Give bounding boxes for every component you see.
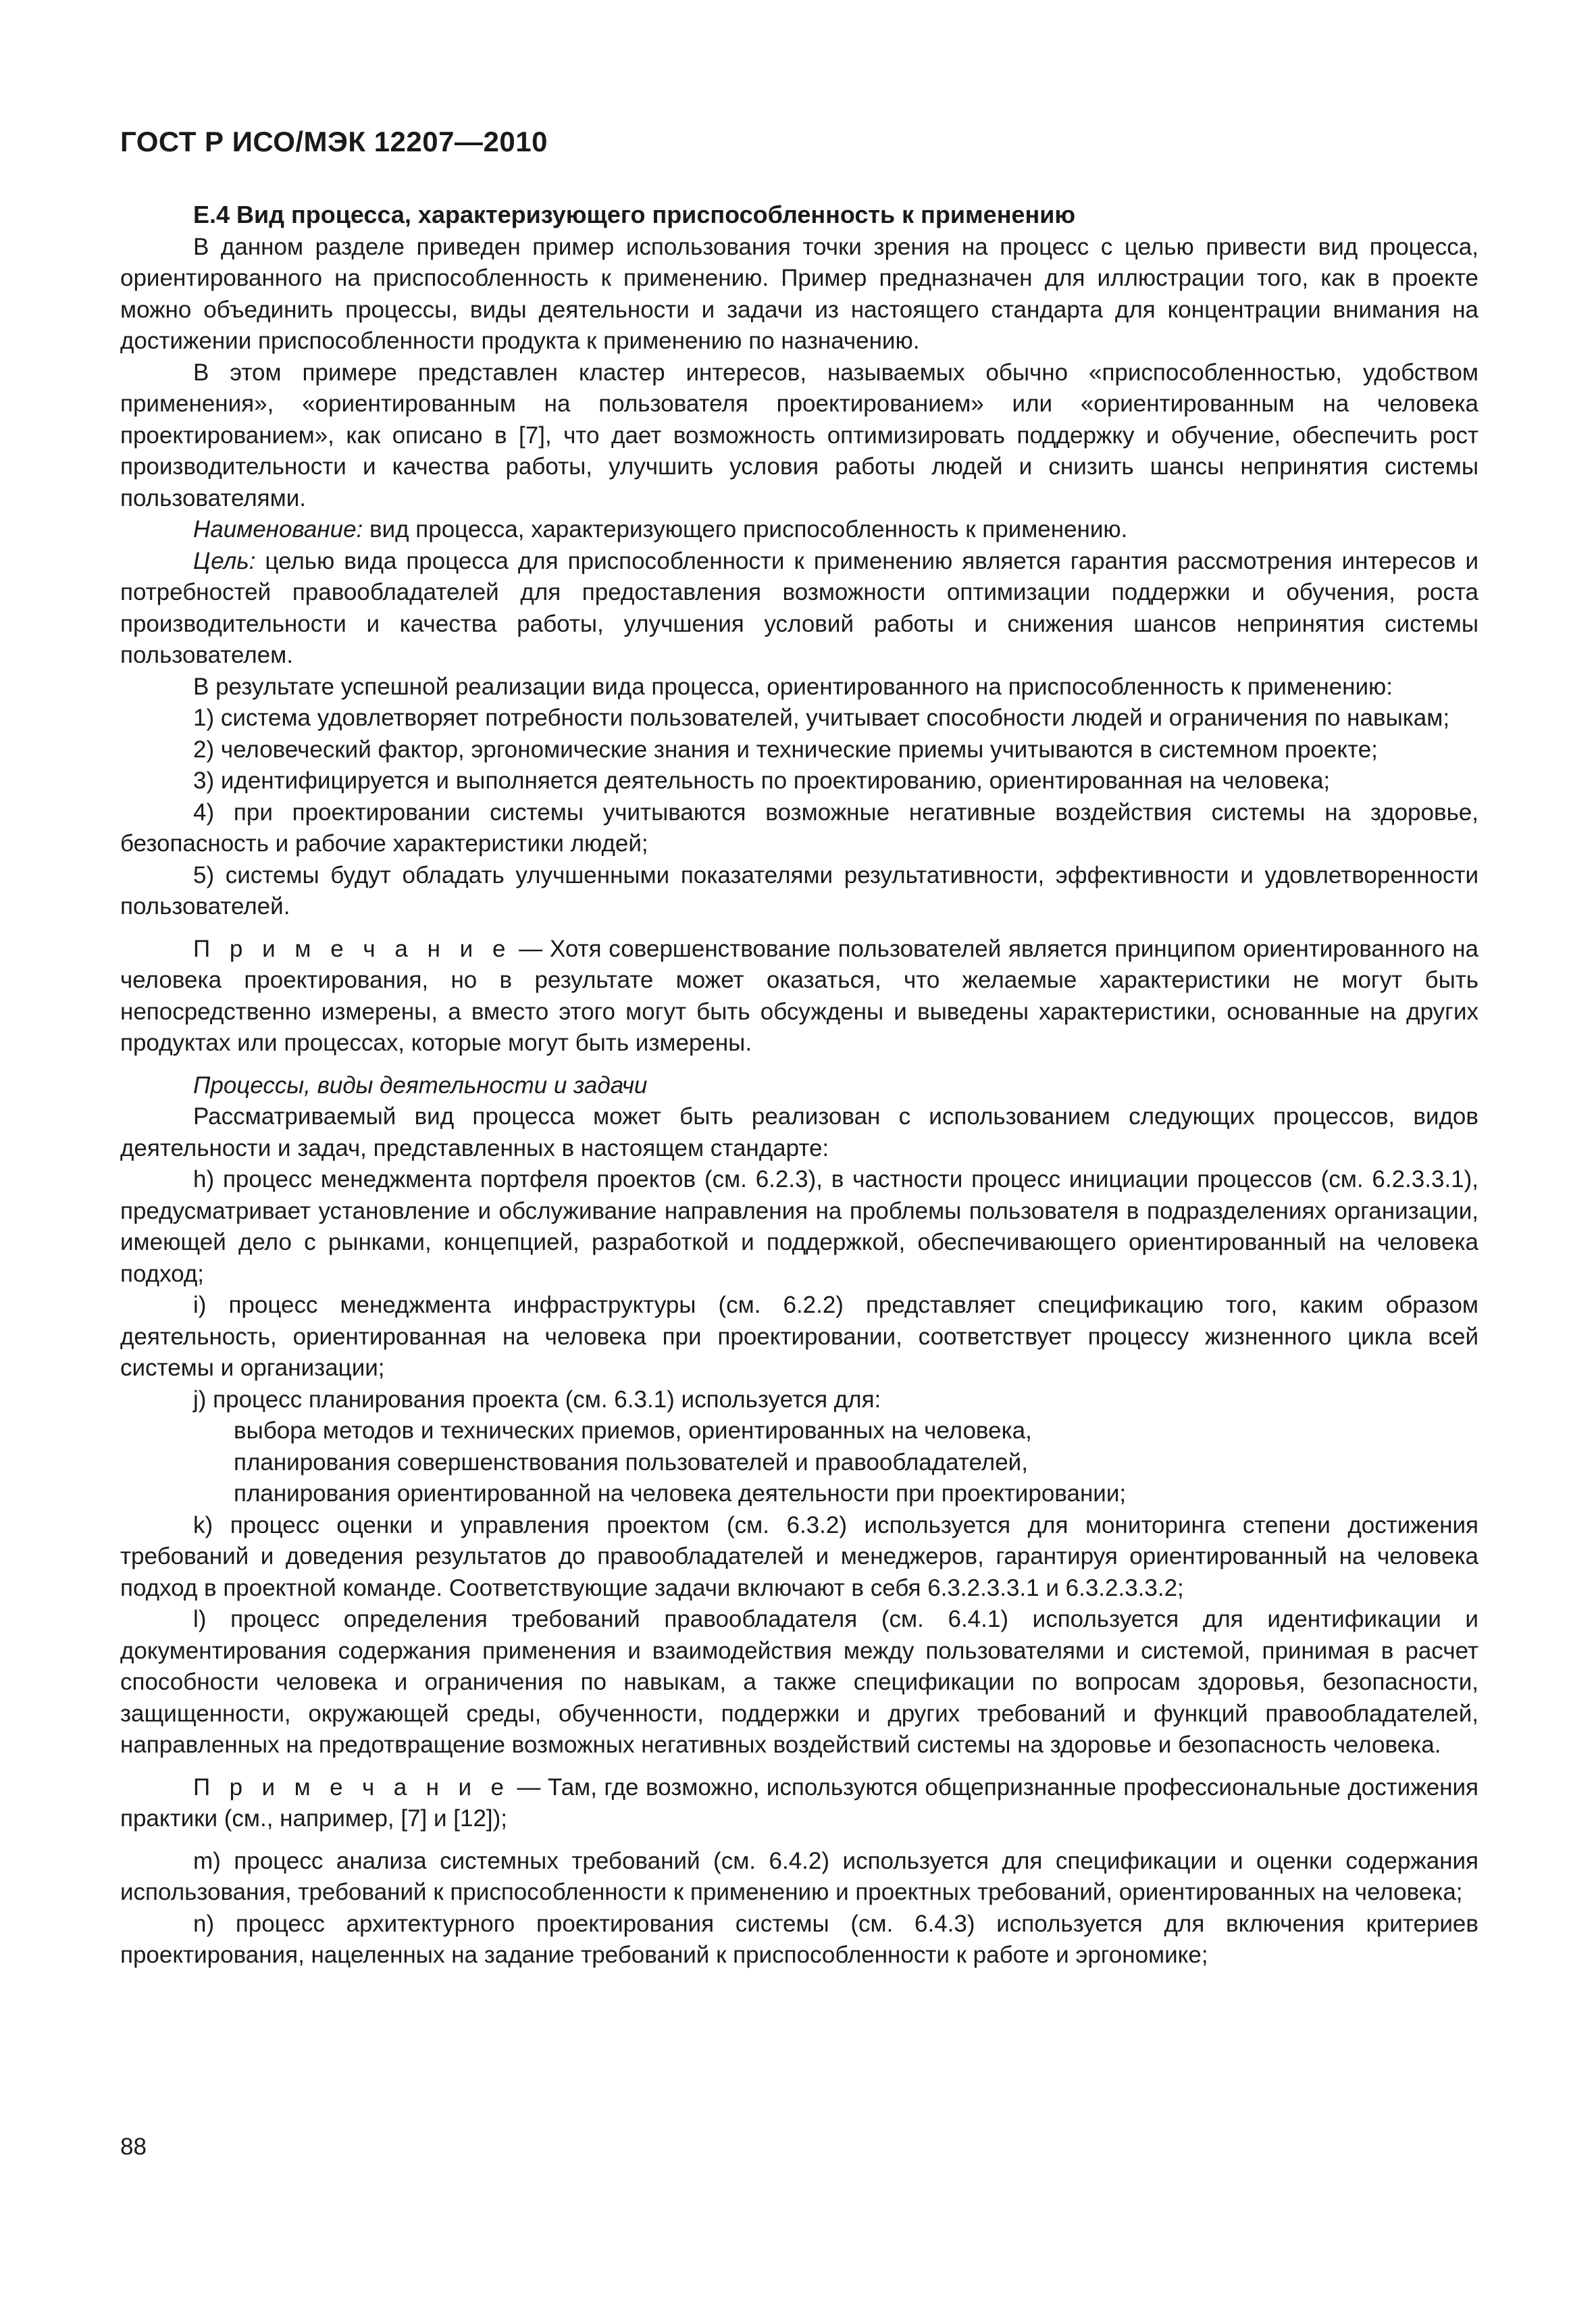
goal-paragraph [120, 546, 1478, 672]
list-item: l) процесс определения требований правообладателя (см. 6.4.1) используется для идентификации и документирования содержания применения и взаимодействия между пользователями и системой, принимая в расчет способности человека и ограничения по навыкам, а также спецификации по вопросам здоровья, безопасности, защищенности, окружающей среды, обученности, поддержки и других требований и функций правообладателей, направленных на предотвращение возможных негативных воздействий системы на здоровье и безопасность человека. [120, 1606, 1478, 1758]
goal-text: целью вида процесса для приспособленности к применению является гарантия рассмотрения интересов и потребностей правообладателей для предоставления возможности оптимизации поддержки и обучения, роста производительности и качества работы, улучшения условий работы и снижения шансов непринятия системы пользователем. [120, 547, 1478, 668]
note [120, 934, 1478, 1059]
list-item: j) процесс планирования проекта (см. 6.3.1) используется для: [193, 1386, 881, 1413]
list-item: 5) системы будут обладать улучшенными показателями результативности, эффективности и удовлетворенности пользователей. [120, 861, 1478, 920]
name-text: вид процесса, характеризующего приспособленность к применению. [363, 516, 1128, 543]
list-item: 2) человеческий фактор, эргономические знания и технические приемы учитываются в системном проекте; [193, 736, 1378, 763]
list-item: k) процесс оценки и управления проектом (см. 6.3.2) используется для мониторинга степени достижения требований и доведения результатов до правообладателей и менеджеров, гарантируя ориентированный на человека подход в проектной команде. Соответствующие задачи включают в себя 6.3.2.3.3.1 и 6.3.2.3.3.2; [120, 1511, 1478, 1601]
note-label: П р и м е ч а н и е [193, 1774, 510, 1801]
paragraph: В данном разделе приведен пример использования точки зрения на процесс с целью привести вид процесса, ориентированного на приспособленность к применению. Пример предназначен для иллюстрации того, как в проекте можно объединить процессы, виды деятельности и задачи из настоящего стандарта для концентрации внимания на достижении приспособленности продукта к применению по назначению. [120, 233, 1478, 354]
processes-heading [120, 1070, 1478, 1102]
note-text: — Там, где возможно, используются общепризнанные профессиональные достижения практики (см., например, [7] и [12]); [120, 1774, 1478, 1832]
list-item: 4) при проектировании системы учитываются возможные негативные воздействия системы на здоровье, безопасность и рабочие характеристики людей; [120, 799, 1478, 857]
note [120, 1772, 1478, 1835]
note-label: П р и м е ч а н и е [193, 935, 512, 962]
standard-header: ГОСТ Р ИСО/МЭК 12207—2010 [120, 126, 548, 157]
sub-list-item: планирования ориентированной на человека деятельности при проектировании; [234, 1480, 1127, 1507]
list-item: n) процесс архитектурного проектирования системы (см. 6.4.3) используется для включения критериев проектирования, нацеленных на задание требований к приспособленности к работе и эргономике; [120, 1910, 1478, 1968]
sub-list [120, 1415, 1478, 1510]
list-item: 1) система удовлетворяет потребности пользователей, учитывает способности людей и ограничения по навыкам; [193, 705, 1450, 731]
list-item: i) процесс менеджмента инфраструктуры (см. 6.2.2) представляет спецификацию того, каким образом деятельность, ориентированная на человека при проектировании, соответствует процессу жизненного цикла всей системы и организации; [120, 1292, 1478, 1381]
result-intro: В результате успешной реализации вида процесса, ориентированного на приспособленность к применению: [193, 673, 1393, 700]
page-number: 88 [120, 2134, 147, 2160]
list-item: m) процесс анализа системных требований (см. 6.4.2) используется для спецификации и оценки содержания использования, требований к приспособленности к применению и проектных требований, ориентированных на человека; [120, 1847, 1478, 1905]
note-text: — Хотя совершенствование пользователей является принципом ориентированного на человека проектирования, но в результате может оказаться, что желаемые характеристики не могут быть непосредственно измерены, а вместо этого могут быть обсуждены и выведены характеристики, основанные на других продуктах или процессах, которые могут быть измерены. [120, 935, 1478, 1056]
list-item: 3) идентифицируется и выполняется деятельность по проектированию, ориентированная на человека; [193, 768, 1331, 794]
processes-heading-text: Процессы, виды деятельности и задачи [193, 1072, 648, 1099]
section-title [120, 199, 1478, 232]
list-item: h) процесс менеджмента портфеля проектов (см. 6.2.3), в частности процесс инициации процессов (см. 6.2.3.3.1), предусматривает установление и обслуживание направления на проблемы пользователя в подразделениях организации, имеющей дело с рынками, концепцией, разработкой и поддержкой, обеспечивающего ориентированный на человека подход; [120, 1166, 1478, 1287]
paragraph: В этом примере представлен кластер интересов, называемых обычно «приспособленностью, удобством применения», «ориентированным на пользователя проектированием» или «ориентированным на человека проектированием», как описано в [7], что дает возможность оптимизировать поддержку и обучение, обеспечить рост производительности и качества работы, улучшить условия работы людей и снизить шансы непринятия системы пользователями. [120, 359, 1478, 511]
note-block [120, 1772, 1478, 1835]
name-paragraph [120, 514, 1478, 546]
sub-list-item: планирования совершенствования пользователей и правообладателей, [234, 1449, 1028, 1476]
document-body [120, 199, 1478, 1971]
name-label: Наименование: [193, 516, 363, 543]
sub-list-item: выбора методов и технических приемов, ориентированных на человека, [234, 1417, 1032, 1444]
processes-intro: Рассматриваемый вид процесса может быть реализован с использованием следующих процессов, видов деятельности и задач, представленных в настоящем стандарте: [120, 1103, 1478, 1161]
section-title-text: Е.4 Вид процесса, характеризующего приспособленность к применению [193, 201, 1076, 228]
goal-label: Цель: [193, 547, 256, 574]
note-block [120, 934, 1478, 1059]
